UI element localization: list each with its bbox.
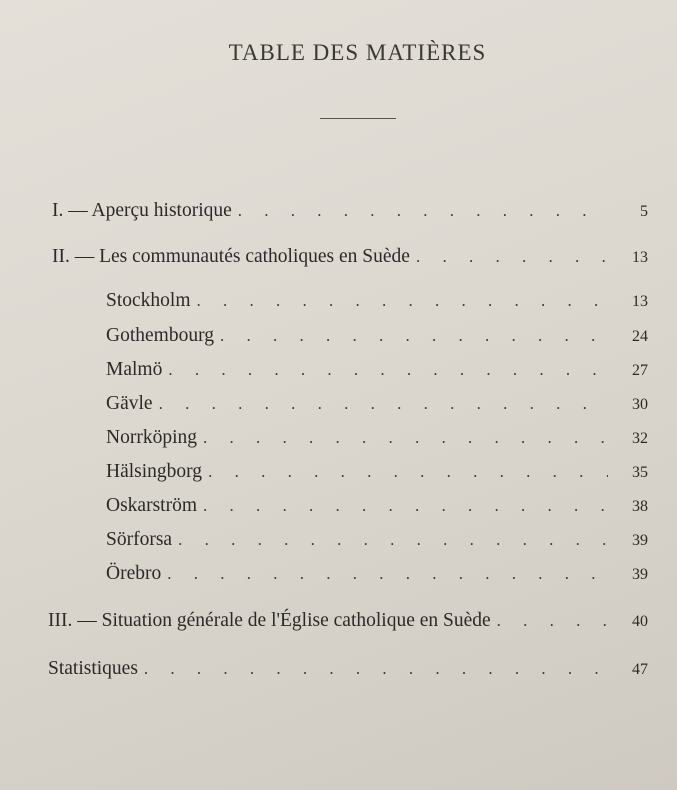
dot-leader xyxy=(168,360,608,380)
entry-label: Stockholm xyxy=(106,290,191,311)
dot-leader xyxy=(167,564,608,584)
entry-page: 13 xyxy=(632,293,648,310)
entry-label: II. — Les communautés catholiques en Suède xyxy=(52,246,410,267)
toc-entry-stockholm xyxy=(106,290,648,312)
entry-page: 35 xyxy=(632,464,648,481)
toc-entry-statistiques xyxy=(48,658,648,680)
toc-entry-situation xyxy=(48,610,648,632)
entry-label: III. — Situation générale de l'Église catholique en Suède xyxy=(48,610,491,631)
entry-page: 30 xyxy=(632,396,648,413)
toc-entry-orebro xyxy=(106,563,648,585)
toc-entry-oskarstrom xyxy=(106,495,648,517)
entry-label: Gothembourg xyxy=(106,325,214,346)
entry-label: Norrköping xyxy=(106,427,197,448)
entry-label: Sörforsa xyxy=(106,529,173,550)
toc-entry-malmo xyxy=(106,359,648,381)
toc-entry-halsingborg xyxy=(106,461,648,483)
dot-leader xyxy=(178,530,608,550)
entry-label: Hälsingborg xyxy=(106,461,203,482)
dot-leader xyxy=(416,247,608,267)
entry-page: 40 xyxy=(632,613,648,630)
entry-label: Malmö xyxy=(106,359,163,380)
dot-leader xyxy=(203,428,608,448)
entry-label: Oskarström xyxy=(106,495,197,516)
toc-entry-sorforsa xyxy=(106,529,648,551)
entry-label: Örebro xyxy=(106,563,162,584)
dot-leader xyxy=(144,659,608,679)
entry-page: 32 xyxy=(632,430,648,447)
dot-leader xyxy=(203,496,608,516)
entry-page: 24 xyxy=(632,328,648,345)
entry-page: 27 xyxy=(632,362,648,379)
entry-page: 47 xyxy=(632,661,648,678)
dot-leader xyxy=(220,326,608,346)
toc-entry-apercu xyxy=(52,200,648,222)
dot-leader xyxy=(497,611,608,631)
dot-leader xyxy=(238,201,608,221)
toc-entry-gavle xyxy=(106,393,648,415)
entry-label: I. — Aperçu historique xyxy=(52,200,232,221)
entry-page: 13 xyxy=(632,249,648,266)
toc-entry-communautes xyxy=(52,246,648,268)
dot-leader xyxy=(159,394,608,414)
entry-page: 39 xyxy=(632,532,648,549)
dot-leader xyxy=(208,462,608,482)
dot-leader xyxy=(197,291,608,311)
entry-page: 39 xyxy=(632,566,648,583)
toc-entry-norrkoping xyxy=(106,427,648,449)
page-title: TABLE DES MATIÈRES xyxy=(228,40,487,65)
title-divider xyxy=(320,118,396,119)
entry-label: Gävle xyxy=(106,393,153,414)
entry-label: Statistiques xyxy=(48,658,138,679)
entry-page: 38 xyxy=(632,498,648,515)
toc-entry-gothembourg xyxy=(106,325,648,347)
entry-page: 5 xyxy=(640,203,648,220)
